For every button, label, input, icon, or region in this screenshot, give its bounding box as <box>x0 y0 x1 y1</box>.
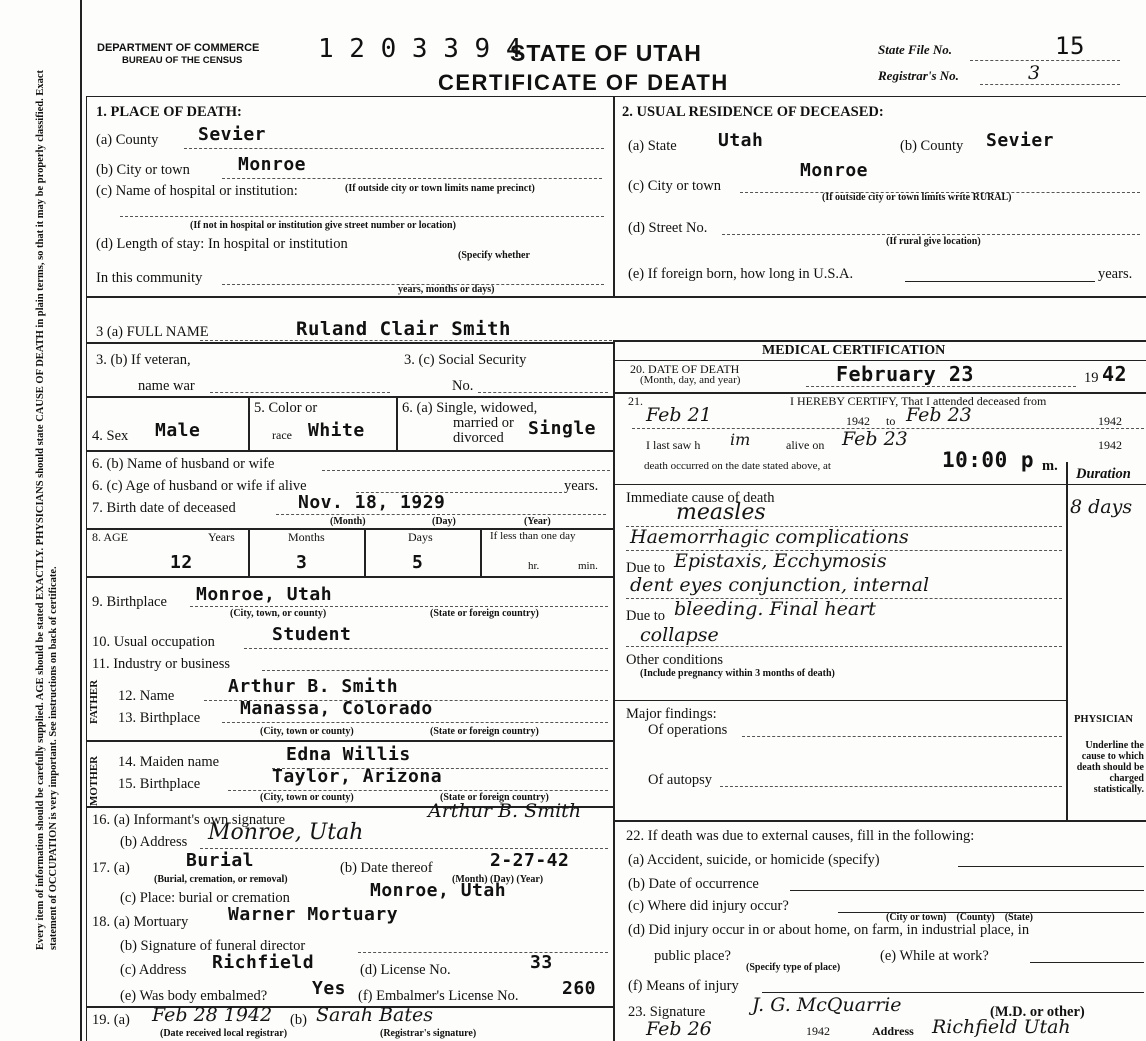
state-file-line <box>970 60 1120 61</box>
other-conditions-note: (Include pregnancy within 3 months of death) <box>640 668 835 679</box>
res-city-value: Monroe <box>800 160 869 181</box>
ss-no-label: No. <box>452 378 474 394</box>
embalmer-license-value: 260 <box>562 978 597 999</box>
mother-birthplace-value: Taylor, Arizona <box>272 766 443 787</box>
war-label: name war <box>138 378 195 394</box>
cause-3: Epistaxis, Ecchymosis <box>674 550 887 572</box>
underline-note: Underline the cause to which death should be charged statistically. <box>1076 740 1144 795</box>
sex-rule <box>86 450 613 452</box>
foreign-born-label: (e) If foreign born, how long in U.S.A. <box>628 266 854 282</box>
top-column-divider <box>613 96 615 296</box>
res-city-note: (If outside city or town limits write RURAL) <box>822 192 1012 203</box>
marital-label-2: married or <box>453 415 514 431</box>
immediate-cause-label: Immediate cause of death <box>626 490 775 506</box>
received-date: Feb 28 1942 <box>152 1004 273 1026</box>
mother-state-note: (State or foreign country) <box>440 792 549 803</box>
burial-date-note: (Month) (Day) (Year) <box>452 874 544 885</box>
burial-place-value: Monroe, Utah <box>370 880 507 901</box>
registrar-note: (Registrar's signature) <box>380 1028 477 1039</box>
specify-note: (Specify whether <box>458 250 530 261</box>
main-column-divider <box>613 340 615 1041</box>
mother-city-note: (City, town or county) <box>260 792 354 803</box>
operations-line <box>742 736 1062 737</box>
occupation-value: Student <box>272 624 352 645</box>
burial-type-value: Burial <box>186 850 255 871</box>
cause-6: collapse <box>640 624 719 646</box>
birth-date-line <box>276 514 606 515</box>
major-findings-label: Major findings: <box>626 706 717 722</box>
father-name-value: Arthur B. Smith <box>228 676 399 697</box>
spouse-line <box>322 470 610 471</box>
due-to-2: Due to <box>626 608 666 624</box>
due-to-1: Due to <box>626 560 666 576</box>
duration-value: 8 days <box>1070 496 1133 518</box>
cause-5: bleeding. Final heart <box>674 598 876 620</box>
foreign-line <box>905 281 1095 282</box>
birthplace-state-note: (State or foreign country) <box>430 608 539 619</box>
occupation-line <box>244 648 608 649</box>
sex-label: 4. Sex <box>92 428 129 444</box>
external-causes-label: 22. If death was due to external causes, fill in the following: <box>626 828 975 844</box>
res-street-label: (d) Street No. <box>628 220 708 236</box>
age-less-label: If less than one day <box>490 530 576 542</box>
industry-label: 11. Industry or business <box>92 656 231 672</box>
occurred-label: death occurred on the date stated above, at <box>644 460 831 472</box>
while-at-work-label: (e) While at work? <box>880 948 989 964</box>
registrar-sig-label: (b) <box>290 1012 307 1028</box>
res-state-label: (a) State <box>628 138 677 154</box>
means-line <box>762 992 1144 993</box>
public-place-note: (Specify type of place) <box>746 962 841 973</box>
state-file-number: 15 <box>1055 32 1085 60</box>
residence-label: 2. USUAL RESIDENCE OF DECEASED: <box>622 104 884 120</box>
registrar-signature: Sarah Bates <box>316 1004 433 1026</box>
accident-label: (a) Accident, suicide, or homicide (specify) <box>628 852 880 868</box>
attended-from-year: 1942 <box>846 414 870 428</box>
spouse-age-label: 6. (c) Age of husband or wife if alive <box>92 478 307 494</box>
informant-address-label: (b) Address <box>120 834 188 850</box>
alive-on-year: 1942 <box>1098 438 1122 452</box>
occurrence-date-label: (b) Date of occurrence <box>628 876 759 892</box>
death-county-value: Sevier <box>198 124 267 145</box>
age-years-value: 12 <box>170 552 193 573</box>
physician-divider <box>1066 700 1068 820</box>
attended-to-label: to <box>886 414 896 428</box>
registrar-line <box>980 84 1120 85</box>
burial-place-label: (c) Place: burial or cremation <box>120 890 290 906</box>
father-name-label: 12. Name <box>118 688 175 704</box>
margin-rule <box>80 0 82 1041</box>
birth-day-note: (Day) <box>432 516 456 527</box>
physician-label: PHYSICIAN <box>1074 714 1133 725</box>
age-days-col: Days <box>408 530 433 544</box>
hospital-note: (If outside city or town limits name precinct) <box>345 183 535 194</box>
father-city-note: (City, town or county) <box>260 726 354 737</box>
time-of-death: 10:00 p <box>942 448 1035 472</box>
date-of-death-label: 20. DATE OF DEATH <box>630 362 740 376</box>
md-label: (M.D. or other) <box>990 1004 1085 1020</box>
marital-value: Single <box>528 418 597 439</box>
vet-rule <box>86 396 613 398</box>
date-of-death-sub: (Month, day, and year) <box>640 374 741 386</box>
last-seen-label: I last saw h <box>646 438 701 452</box>
received-label: 19. (a) <box>92 1012 130 1028</box>
embalmed-value: Yes <box>312 978 347 999</box>
name-rule <box>86 342 613 344</box>
registrar-number-label: Registrar's No. <box>878 68 959 83</box>
injury-where-label: (c) Where did injury occur? <box>628 898 789 914</box>
county-label: (a) County <box>96 132 159 148</box>
embalmer-license-label: (f) Embalmer's License No. <box>358 988 519 1004</box>
age-hr-label: hr. <box>528 560 540 572</box>
father-state-note: (State or foreign country) <box>430 726 539 737</box>
signature-address-label: Address <box>872 1024 914 1038</box>
attended-from: Feb 21 <box>646 404 712 426</box>
death-city-value: Monroe <box>238 154 307 175</box>
age-years-col: Years <box>208 530 235 544</box>
work-line <box>1030 962 1144 963</box>
director-line <box>358 952 608 953</box>
res-street-line <box>722 234 1140 235</box>
duration-label: Duration <box>1076 466 1131 482</box>
mortuary-value: Warner Mortuary <box>228 904 399 925</box>
birth-date-label: 7. Birth date of deceased <box>92 500 236 516</box>
age-div-2 <box>364 530 366 576</box>
age-months-value: 3 <box>296 552 308 573</box>
autopsy-line <box>720 786 1062 787</box>
medical-bottom-rule <box>613 820 1146 822</box>
signature-address: Richfield Utah <box>932 1016 1071 1038</box>
funeral-director-label: (b) Signature of funeral director <box>120 938 306 954</box>
city-label: (b) City or town <box>96 162 190 178</box>
age-rule <box>86 576 613 578</box>
age-div-3 <box>480 530 482 576</box>
embalmed-label: (e) Was body embalmed? <box>120 988 268 1004</box>
mother-side-label: MOTHER <box>88 755 100 806</box>
section-divider <box>86 296 1146 298</box>
mother-bp-line <box>228 790 608 791</box>
full-name-line <box>200 340 612 341</box>
marital-label-3: divorced <box>453 430 504 446</box>
medical-title: MEDICAL CERTIFICATION <box>762 343 946 358</box>
instructions-side-note: Every item of information should be carefully supplied. AGE should be stated EXACTLY. PHYSICIANS should state CAUSE OF DEATH in plain terms, so that it may be properly classified. Exact statement of OCCUPATION is very important. See instructions on back of certificate. <box>35 69 59 950</box>
race-value: White <box>308 420 365 441</box>
burial-date-label: (b) Date thereof <box>340 860 433 876</box>
burial-date-value: 2-27-42 <box>490 850 570 871</box>
industry-line <box>262 670 608 671</box>
war-line <box>210 392 390 393</box>
autopsy-label: Of autopsy <box>648 772 713 788</box>
certificate-number: 1 2 0 3 3 9 4 <box>318 34 522 64</box>
city-line <box>222 178 602 179</box>
birthplace-label: 9. Birthplace <box>92 594 167 610</box>
birth-date-value: Nov. 18, 1929 <box>298 492 446 513</box>
dod-line <box>806 386 1076 387</box>
occupation-label: 10. Usual occupation <box>92 634 215 650</box>
veteran-label: 3. (b) If veteran, <box>96 352 191 368</box>
injury-where-note: (City or town) (County) (State) <box>886 912 1034 923</box>
certify-text: I HEREBY CERTIFY, That I attended deceased from <box>790 394 1047 408</box>
res-county-label: (b) County <box>900 138 964 154</box>
age-days-value: 5 <box>412 552 424 573</box>
operations-label: Of operations <box>648 722 728 738</box>
mother-birthplace-label: 15. Birthplace <box>118 776 201 792</box>
spouse-name-label: 6. (b) Name of husband or wife <box>92 456 275 472</box>
father-side-label: FATHER <box>88 679 100 724</box>
signature-date: Feb 26 <box>646 1018 712 1040</box>
age-months-col: Months <box>288 530 325 544</box>
father-rule <box>86 740 613 742</box>
state-title: STATE OF UTAH <box>510 40 702 66</box>
birthplace-city-note: (City, town, or county) <box>230 608 327 619</box>
state-file-label: State File No. <box>878 42 953 57</box>
ss-label: 3. (c) Social Security <box>404 352 527 368</box>
time-suffix: m. <box>1042 458 1058 474</box>
informant-address-line <box>200 848 608 849</box>
bureau-label: BUREAU OF THE CENSUS <box>122 55 243 66</box>
full-name-label: 3 (a) FULL NAME <box>96 324 209 340</box>
county-line <box>184 148 604 149</box>
spouse-years-label: years. <box>564 478 599 494</box>
informant-signature: Arthur B. Smith <box>428 800 582 822</box>
certify-number: 21. <box>628 394 643 408</box>
res-county-value: Sevier <box>986 130 1055 151</box>
signature-year: 1942 <box>806 1024 830 1038</box>
burial-type-note: (Burial, cremation, or removal) <box>154 874 288 885</box>
medical-title-rule <box>613 360 1146 361</box>
mortuary-address-label: (c) Address <box>120 962 187 978</box>
place-of-death-label: 1. PLACE OF DEATH: <box>96 104 242 120</box>
mother-name-label: 14. Maiden name <box>118 754 220 770</box>
community-note: years, months or days) <box>398 284 495 295</box>
cause-2: Haemorrhagic complications <box>630 526 909 548</box>
age-min-label: min. <box>578 560 598 572</box>
cause-line-4 <box>626 646 1062 647</box>
birth-month-note: (Month) <box>330 516 366 527</box>
certificate-title: CERTIFICATE OF DEATH <box>438 70 729 95</box>
informant-signature-label: 16. (a) Informant's own signature <box>92 812 286 828</box>
date-of-death-value: February 23 <box>836 362 974 386</box>
father-birthplace-value: Manassa, Colorado <box>240 698 433 719</box>
medical-top-rule <box>613 340 1146 342</box>
last-seen-him: im <box>730 430 751 449</box>
received-note: (Date received local registrar) <box>160 1028 288 1039</box>
father-birthplace-label: 13. Birthplace <box>118 710 201 726</box>
informant-address: Monroe, Utah <box>208 820 364 845</box>
sex-value: Male <box>155 420 201 441</box>
mortuary-label: 18. (a) Mortuary <box>92 914 189 930</box>
birthplace-value: Monroe, Utah <box>196 584 333 605</box>
attended-to-year: 1942 <box>1098 414 1122 428</box>
accident-line <box>958 866 1144 867</box>
full-name-value: Ruland Clair Smith <box>296 318 511 340</box>
hospital-line <box>120 216 604 217</box>
attended-to: Feb 23 <box>906 404 972 426</box>
public-place-label: public place? <box>654 948 731 964</box>
birthplace-line <box>190 606 608 607</box>
birth-year-note: (Year) <box>524 516 551 527</box>
burial-label: 17. (a) <box>92 860 130 876</box>
other-rule <box>613 700 1067 701</box>
age-div-1 <box>248 530 250 576</box>
race-label: race <box>272 428 292 442</box>
color-label: 5. Color or <box>254 400 318 416</box>
res-state-value: Utah <box>718 130 764 151</box>
age-label: 8. AGE <box>92 530 128 544</box>
dod-year-value: 42 <box>1102 362 1128 386</box>
dod-year-prefix: 19 <box>1084 370 1099 386</box>
street-note: (If not in hospital or institution give street number or location) <box>190 220 456 231</box>
registrar-number: 3 <box>1028 62 1041 84</box>
license-value: 33 <box>530 952 553 973</box>
ss-line <box>478 392 608 393</box>
dept-label: DEPARTMENT OF COMMERCE <box>97 42 260 54</box>
race-divider <box>396 396 398 450</box>
license-label: (d) License No. <box>360 962 451 978</box>
res-street-note: (If rural give location) <box>886 236 981 247</box>
cause-4: dent eyes conjunction, internal <box>630 574 930 596</box>
mortuary-address-value: Richfield <box>212 952 315 973</box>
injury-place-label: (d) Did injury occur in or about home, on farm, in industrial place, in <box>628 922 1030 938</box>
hospital-label: (c) Name of hospital or institution: <box>96 183 298 199</box>
mother-name-value: Edna Willis <box>286 744 411 765</box>
res-city-label: (c) City or town <box>628 178 722 194</box>
cause-1: measles <box>676 500 766 525</box>
marital-label: 6. (a) Single, widowed, <box>402 400 538 416</box>
means-of-injury-label: (f) Means of injury <box>628 978 739 994</box>
community-label: In this community <box>96 270 203 286</box>
length-of-stay-label: (d) Length of stay: In hospital or institution <box>96 236 348 252</box>
alive-on-date: Feb 23 <box>842 428 908 450</box>
father-bp-line <box>222 722 608 723</box>
occurred-rule <box>613 484 1146 485</box>
physician-signature-label: 23. Signature <box>628 1004 706 1020</box>
sex-divider <box>248 396 250 450</box>
physician-signature: J. G. McQuarrie <box>752 994 902 1016</box>
occurrence-line <box>790 890 1144 891</box>
alive-on-label: alive on <box>786 438 825 452</box>
other-conditions-label: Other conditions <box>626 652 724 668</box>
foreign-years-label: years. <box>1098 266 1133 282</box>
